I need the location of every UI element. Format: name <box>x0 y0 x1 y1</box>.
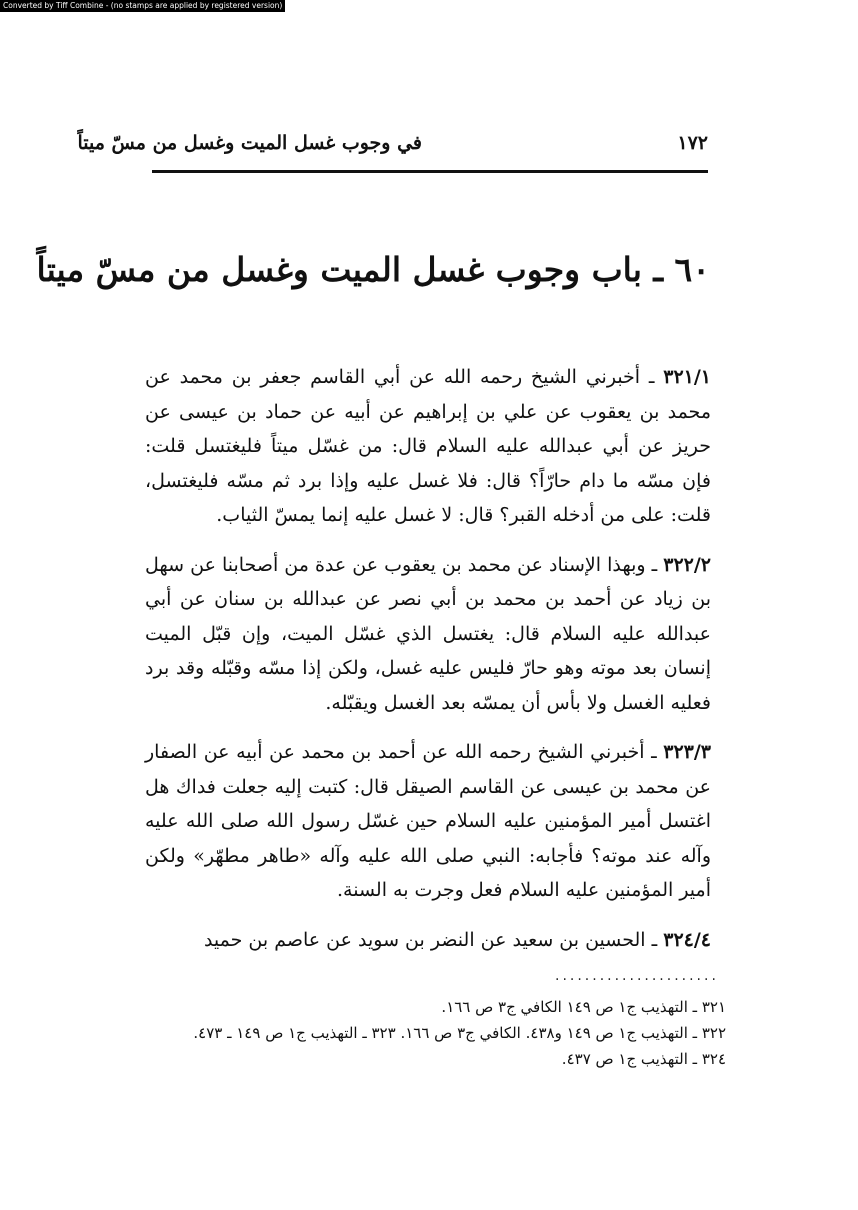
hadith-text: ـ أخبرني الشيخ رحمه الله عن أبي القاسم جعفر بن محمد عن محمد بن يعقوب عن علي بن إبراهيم عن أبيه عن حماد بن عيسى عن حريز عن أبي عبدالله عليه السلام قال: من غسّل ميتاً فليغتسل قلت: فإن مسّه ما دام حارّاً؟ قال: فلا غسل عليه وإذا برد ثم مسّه فليغتسل، قلت: على من أدخله القبر؟ قال: لا غسل عليه إنما يمسّ الثياب. <box>145 366 711 526</box>
converter-banner: Converted by Tiff Combine - (no stamps are applied by registered version) <box>0 0 285 12</box>
chapter-heading: ٦٠ ـ باب وجوب غسل الميت وغسل من مسّ ميتاً <box>36 250 710 289</box>
footnote-separator: ...................... <box>555 968 719 984</box>
hadith-text: ـ أخبرني الشيخ رحمه الله عن أحمد بن محمد عن أبيه عن الصفار عن محمد بن عيسى عن القاسم الصيقل قال: كتبت إليه جعلت فداك هل اغتسل أمير المؤمنين عليه السلام حين غسّل رسول الله صلى الله عليه وآله عند موته؟ فأجابه: النبي صلى الله عليه وآله «طاهر مطهّر» ولكن أمير المؤمنين عليه السلام فعل وجرت به السنة. <box>145 741 711 901</box>
hadith-paragraph <box>145 923 711 958</box>
hadith-paragraph <box>145 548 711 721</box>
hadith-text: ـ الحسين بن سعيد عن النضر بن سويد عن عاصم بن حميد <box>203 928 658 951</box>
page-number: ١٧٢ <box>677 132 708 154</box>
running-header <box>77 128 708 164</box>
footnote: ٣٢٢ ـ التهذيب ج١ ص ١٤٩ و٤٣٨. الكافي ج٣ ص ١٦٦. ٣٢٣ ـ التهذيب ج١ ص ١٤٩ ـ ٤٧٣. <box>193 1024 726 1042</box>
hadith-number: ٣٢٢/٢ <box>663 553 711 576</box>
hadith-text: ـ وبهذا الإسناد عن محمد بن يعقوب عن عدة من أصحابنا عن سهل بن زياد عن أحمد بن محمد بن أبي نصر عن عبدالله بن سنان عن أبي عبدالله عليه السلام قال: يغتسل الذي غسّل الميت، وإن قبّل الميت إنسان بعد موته وهو حارّ فليس عليه غسل، ولكن إذا مسّه وقبّله وقد برد فعليه الغسل ولا بأس أن يمسّه بعد الغسل ويقبّله. <box>145 553 711 714</box>
footnote: ٣٢١ ـ التهذيب ج١ ص ١٤٩ الكافي ج٣ ص ١٦٦. <box>441 998 726 1016</box>
footnotes <box>150 994 726 1072</box>
hadith-number: ٣٢٤/٤ <box>663 928 711 951</box>
footnote: ٣٢٤ ـ التهذيب ج١ ص ٤٣٧. <box>561 1050 726 1068</box>
header-rule <box>152 170 708 173</box>
hadith-number: ٣٢٣/٣ <box>663 741 711 763</box>
hadith-paragraph <box>145 360 711 533</box>
hadith-number: ٣٢١/١ <box>663 366 711 388</box>
running-title: في وجوب غسل الميت وغسل من مسّ ميتاً <box>77 132 422 154</box>
hadith-paragraph <box>145 735 711 908</box>
hadith-body <box>145 360 711 972</box>
